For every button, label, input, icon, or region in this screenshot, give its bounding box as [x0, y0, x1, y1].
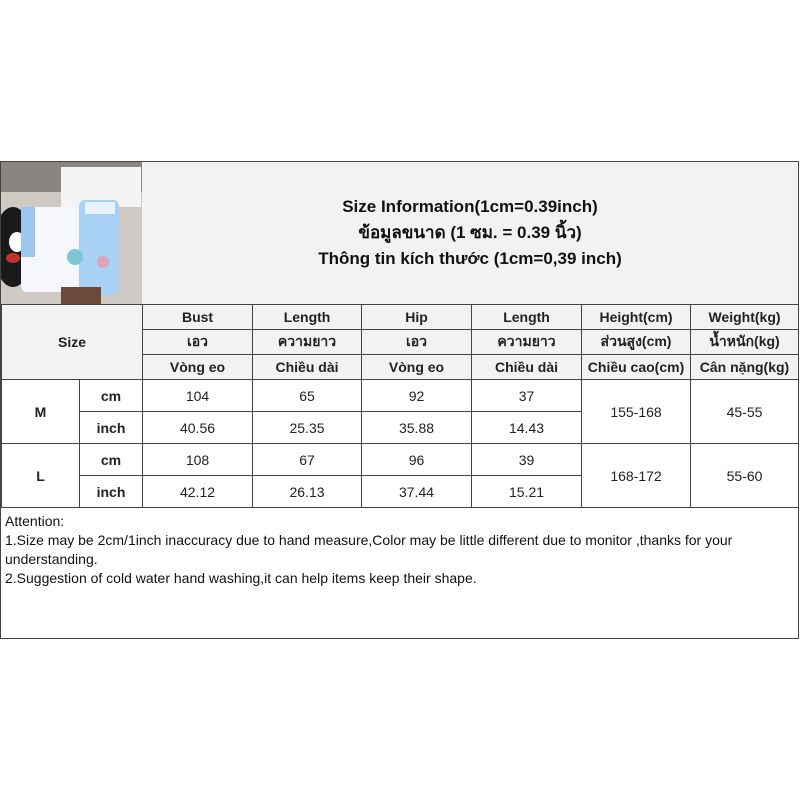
header-length-vi: Chiều dài	[253, 355, 362, 380]
header-length-2: Length	[472, 305, 582, 330]
m-weight: 45-55	[691, 380, 799, 444]
m-length2-cm: 37	[472, 380, 582, 412]
header-bust-vi: Vòng eo	[143, 355, 253, 380]
header-length-2-th: ความยาว	[472, 330, 582, 355]
l-length-cm: 67	[253, 444, 362, 476]
header-weight-vi: Cân nặng(kg)	[691, 355, 799, 380]
header-row-en	[2, 305, 799, 330]
size-m-label: M	[2, 380, 80, 444]
table-row	[2, 444, 799, 476]
m-length-cm: 65	[253, 380, 362, 412]
l-hip-inch: 37.44	[362, 476, 472, 508]
m-length2-inch: 14.43	[472, 412, 582, 444]
header-height-vi: Chiều cao(cm)	[582, 355, 691, 380]
unit-cm: cm	[80, 444, 143, 476]
m-hip-cm: 92	[362, 380, 472, 412]
header-hip-vi: Vòng eo	[362, 355, 472, 380]
notes-line-1: 1.Size may be 2cm/1inch inaccuracy due to hand measure,Color may be little different due to monitor ,thanks for your understanding.	[5, 532, 733, 567]
title-english: Size Information(1cm=0.39inch)	[342, 197, 598, 216]
header-height-th: ส่วนสูง(cm)	[582, 330, 691, 355]
attention-notes	[1, 508, 798, 592]
size-chart	[0, 161, 799, 639]
title-thai: ข้อมูลขนาด (1 ซม. = 0.39 นิ้ว)	[358, 223, 582, 242]
product-photo	[1, 162, 143, 304]
m-bust-cm: 104	[143, 380, 253, 412]
product-photo-illustration	[1, 162, 142, 304]
m-length-inch: 25.35	[253, 412, 362, 444]
header-height: Height(cm)	[582, 305, 691, 330]
header-length-th: ความยาว	[253, 330, 362, 355]
header-bust-th: เอว	[143, 330, 253, 355]
table-row	[2, 380, 799, 412]
l-length2-inch: 15.21	[472, 476, 582, 508]
header-weight-th: น้ำหนัก(kg)	[691, 330, 799, 355]
header-bust: Bust	[143, 305, 253, 330]
l-hip-cm: 96	[362, 444, 472, 476]
header-length-2-vi: Chiều dài	[472, 355, 582, 380]
l-weight: 55-60	[691, 444, 799, 508]
title-vietnamese: Thông tin kích thước (1cm=0,39 inch)	[318, 249, 622, 268]
unit-inch: inch	[80, 476, 143, 508]
header-length: Length	[253, 305, 362, 330]
size-l-label: L	[2, 444, 80, 508]
l-bust-cm: 108	[143, 444, 253, 476]
header-hip-th: เอว	[362, 330, 472, 355]
l-height: 168-172	[582, 444, 691, 508]
size-table	[1, 304, 799, 508]
l-bust-inch: 42.12	[143, 476, 253, 508]
m-height: 155-168	[582, 380, 691, 444]
notes-line-2: 2.Suggestion of cold water hand washing,it can help items keep their shape.	[5, 570, 477, 586]
m-hip-inch: 35.88	[362, 412, 472, 444]
notes-heading: Attention:	[5, 513, 65, 529]
title-block	[142, 162, 798, 304]
m-bust-inch: 40.56	[143, 412, 253, 444]
unit-cm: cm	[80, 380, 143, 412]
size-header: Size	[2, 305, 143, 380]
unit-inch: inch	[80, 412, 143, 444]
header-weight: Weight(kg)	[691, 305, 799, 330]
l-length2-cm: 39	[472, 444, 582, 476]
header-hip: Hip	[362, 305, 472, 330]
l-length-inch: 26.13	[253, 476, 362, 508]
